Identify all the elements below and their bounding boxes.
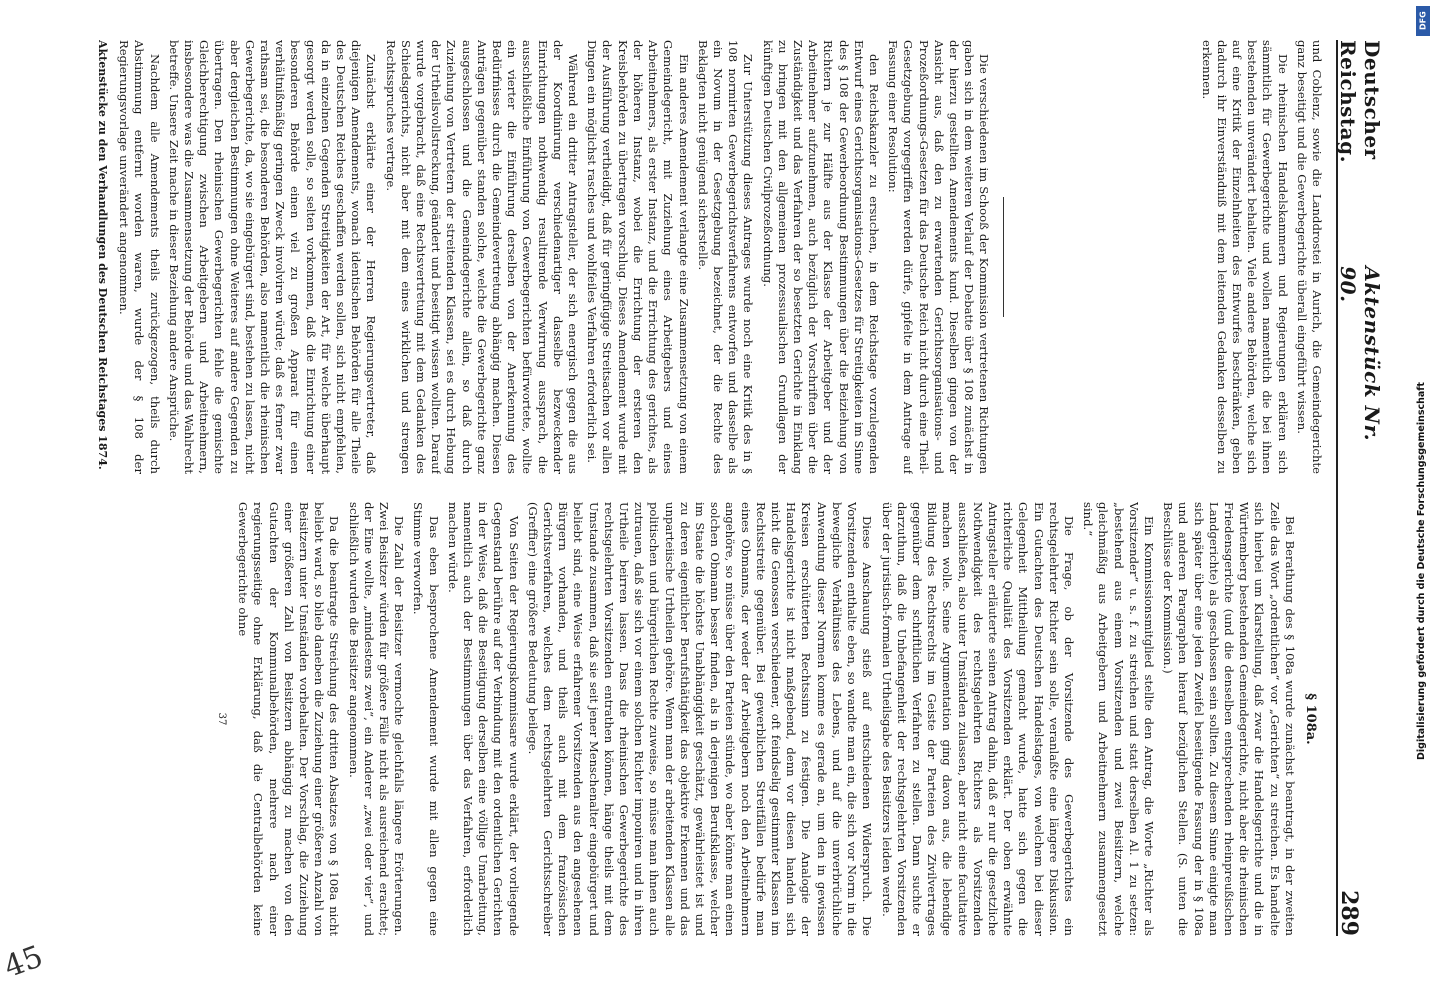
paragraph: Während ein dritter Antragsteller, der sich energisch gegen die aus der Koordinirung verschiedenartiger dasselbe bezweckender Einrichtungen nothwendig resultirende Verwirrung aussprach, die ausschließliche Einführung von Gewerbegerichten befürwortete, wollte ein vierter die Einführung derselben von der Anerkennung des Bedürfnisses durch die Gemeindevertretung abhängig machen. Diesen Anträgen gegenüber standen solche, welche die Gewerbegerichte ganz ausgeschlossen und die Gemeindegerichte allein, so daß durch Zuziehung von Vertretern der streitenden Klassen, sei es durch Hebung der Urtheilsvollstreckung, geändert und beseitigt wissen wollten. Darauf wurde vorgebracht, daß eine Rechtsvertretung mit dem Gedanken des Schiedsgerichts, nicht aber mit dem eines wirklichen und strengen Rechtsspruches vertrage. xyxy=(383,40,581,474)
paragraph: Ein Kommissionsmitglied stellte den Antrag, die Worte „Richter als Vorsitzender“ u. s. f. zu streichen und statt derselben Al. 1 zu setzen: „bestehend aus einem Vorsitzenden und zwei Beisitzern, welche gleichmäßig aus Arbeitgebern und Arbeitnehmern zusammengesetzt sind.“ xyxy=(1081,502,1156,936)
paragraph: den Reichskanzler zu ersuchen, in dem Reichstage vorzulegenden Entwurf eines Gerichtsorganisations-Gesetzes für Streitigkeiten im Sinne des § 108 der Gewerbeordnung Bestimmungen über die Beiziehung von Richtern je zur Hälfte aus der Klasse der Arbeitgeber und der Arbeitnehmer aufzunehmen, auch bezüglich der Vorschriften über die Zuständigkeit und das Verfahren der so besetzten Gerichte in Einklang zu bringen mit den allgemeinen prozessualischen Grundlagen der künftigen Deutschen Civilprozeßordnung. xyxy=(760,40,881,474)
left-column xyxy=(24,40,1324,474)
section-divider xyxy=(1003,197,1004,317)
paragraph: und Coblenz, sowie die Landdrostei in Aurich, die Gemeindegerichte ganz beseitigt und die Gewerbegerichte überall eingeführt wissen. xyxy=(1294,40,1324,474)
paragraph: Die rheinischen Handelskammern und Regierungen erklären sich sämmtlich für Gewerbegerichte und wollen namentlich die bei ihnen bestehenden unverändert behalten. Viele andere Behörden, welche sich auf eine Kritik der Einzelnheiten des Entwurfes beschränken, geben dadurch ihr Einverständniß mit dem leitenden Gedanken desselben zu erkennen. xyxy=(1199,40,1290,474)
digitization-credit xyxy=(1414,0,1432,1000)
paragraph: Bei Berathung des § 108a wurde zunächst beantragt, in der zweiten Zeile das Wort „ordentlichen“ vor „Gerichten“ zu streichen. Es handelte sich hierbei um Klarstellung, daß zwar die Handelsgerichte und die in Württemberg bestehenden Gemeindegerichte, nicht aber die rheinischen Friedensgerichte (und die denselben entsprechenden rheinpreußischen Landgerichte) als geschlossen sein sollten. Zu diesem Sinne einigte man sich später über eine jeden Zweifel beseitigende Fassung der in § 108a und anderen Paragraphen hierauf bezüglichen Stellen. (S. unten die Beschlüsse der Kommission.) xyxy=(1161,502,1297,936)
paragraph: Die verschiedenen im Schooß der Kommission vertretenen Richtungen gaben sich in dem weiteren Verlauf der Debatte über § 108 zunächst in der hierzu gestellten Amendements kund. Dieselben gingen von der Ansicht aus, daß den zu erwartenden Gerichtsorganisations- und Prozeßordnungs-Gesetzen für das Deutsche Reich nicht durch eine Theil-Gesetzgebung vorgegriffen werden dürfe, gipfelte in dem Antrage auf Fassung einer Resolution: xyxy=(886,40,992,474)
paragraph: Diese Anschauung stieß auf entschiedenen Widerspruch. Die Vorsitzenden enthalte eben, so wandte man ein, die sich vor Norm in die bewegliche Verhältnisse des Lebens, und auf die unverbrüchliche Anwendung dieser Normen komme es gerade an, um den in gewissen Kreisen erschütterten Rechtssinn zu festigen. Die Analogie der Handelsgerichte ist nicht maßgebend, denn vor diesen handeln sich nicht die Genossen verschiedener, oft feindselig gestimmter Klassen im Rechtsstreite gegenüber. Bei gewerblichen Streitfällen bedürfe man eines Obmanns, der weder der Arbeitgebern noch den Arbeitnehmern angehöre, so müsse über den Parteien stünde, wo aber könne man einen solchen Obmann besser finden, als in derjenigen Berufsklasse, welcher im Staate die höchste Unabhängigkeit geschätzt, gewährleistet ist und zu deren eigentlicher Berufsthätigkeit das objektive Erkennen und das unparteiische Urtheilen gehöre. Wenn man der arbeitenden Klassen alle politischen und bürgerlichen Rechte zuweise, so müsse man ihnen auch zutrauen, daß sie sich vor einem solchen Richter imponiren und in ihren Urtheile beirren lassen. Dass die rheinischen Gewerbegerichte des rechtsgelehrten Vorsitzenden entrathen können, hänge theils mit dem Umstande zusammen, daß sie seit jener Menschenalter eingebürgert und beliebt sind, eine Weise erfahrener Vorsitzenden aus den angesehenen Bürgern vorhanden, und theils auch mit dem französischen Gerichtsverfahren, welches dem rechtsgelehrten Gerichtsschreiber (Greffier) eine größere Bedeutung beilege. xyxy=(525,502,875,936)
paragraph: Die Zahl der Beisitzer vermochte gleichfalls längere Erörterungen. Zwei Beisitzer würden für größere Fälle nicht als ausreichend erachtet; der Eine wollte, „mindestens zwei“, ein Anderer „zwei oder vier“, und schließlich wurden die Beisitzer angenommen. xyxy=(346,502,407,936)
dfg-credit-text: Digitalisierung gefördert durch die Deutsche Forschungsgemeinschaft xyxy=(1416,382,1427,760)
paragraph: Nachdem alle Amendements theils zurückgezogen, theils durch Abstimmung entfernt worden waren, wurde der § 108 der Regierungsvorlage unverändert angenommen. xyxy=(117,40,162,474)
blank-space xyxy=(1014,40,1194,474)
signature-folio: 37 xyxy=(215,712,227,726)
paragraph: Ein anderes Amendement verlangte eine Zusammensetzung von einem Gemeindegericht, mit Zuziehung eines Arbeitgebers und eines Arbeitnehmers, als erster Instanz, und die Errichtung des gerichtes, als der höheren Instanz, wobei die Errichtung der ersteren den Kreisbehörden zu übertragen vorschlug. Dieses Amendement wurde mit der Ausführung vertheidigt, daß für geringfügige Streitsachen vor allen Dingen ein möglichst rasches und wohlfeiles Verfahren erforderlich sei. xyxy=(585,40,691,474)
handwritten-margin-mark: 45 xyxy=(0,939,48,986)
right-column xyxy=(24,502,1324,936)
dfg-logo: DFG xyxy=(1416,6,1430,36)
running-header-left xyxy=(1336,40,1384,488)
paragraph: Von Seiten der Regierungskommissare wurde erklärt, der vorliegende Gegenstand berühre auf der Verbindung mit den ordentlichen Gerichten in der Weise, daß die Beseitigung derselben eine völlige Umarbeitung, namentlich auch der Bestimmungen über das Verfahren, erforderlich machen würde. xyxy=(445,502,521,936)
paragraph: Das eben besprochene Amendement wurde mit allen gegen eine Stimme verworfen. xyxy=(411,502,441,936)
paragraph: Zunächst erklärte einer der Herren Regierungsvertreter, daß diejenigen Amendements, wonach identischen Behörden für alle Theile des Deutschen Reiches geschaffen werden sollen, sich nicht empfehlen, da in einzelnen Gegenden Streitigkeiten der Art, für welche überhaupt gesorgt werden solle, so selten vorkommen, daß die Einrichtung einer besonderen Behörde einen viel zu großen Apparat für einen verhältnißmäßig geringen Zweck involviren würde; daß es ferner zwar rathsam sei, die besonderen Behörden, also namentlich die rheinischen Gewerbegerichte, da, wo sie eingebürgert sind, bestehen zu lassen, nicht aber dergleichen Bestimmungen ohne Weiteres auf andere Gegenden zu übertragen. Den rheinischen Gewerbegerichten fehle die gemischte Gleichberechtigung zwischen Arbeitgebern und Arbeitnehmern, insbesondere was die Zusammensetzung der Behörde und das Wahlrecht betreffe. Unsere Zeit mache in dieser Beziehung andere Ansprüche. xyxy=(166,40,379,474)
attachment-number: Aktenstück Nr. 90. xyxy=(1336,266,1384,442)
running-header-right xyxy=(1336,488,1362,936)
paragraph: Da die beantragte Streichung des dritten Absatzes von § 108a nicht beliebt ward, so blieb daneben die Zuziehung einer größeren Anzahl von Beisitzern unter Umständen vorbehalten. Der Vorschlag, die Zuziehung einer größeren Zahl von Beisitzern abhängig zu machen von den Gutachten der Kommunalbehörden, mehrere nach einer regierungsseitige ohne Erklärung, daß die Centralbehörden keine Gewerbegerichte ohne xyxy=(236,502,342,936)
text-columns xyxy=(24,40,1324,936)
publication-title: Deutscher Reichstag. xyxy=(1336,40,1384,164)
paragraph: Zur Unterstützung dieses Antrages wurde noch eine Kritik des in § 108 normirten Gewerbegerichtsverfahrens entworfen und dasselbe als ein Novum in der Gesetzgebung bezeichnet, der die Rechte des Beklagten nicht genügend sicherstelle. xyxy=(695,40,756,474)
paragraph: Die Frage, ob der Vorsitzende des Gewerbegerichtes ein rechtsgelehrter Richter sein solle, veranlaßte eine längere Diskussion. Ein Gutachten des Deutschen Handelstages, von welchem bei dieser Gelegenheit Mittheilung gemacht wurde, hatte sich gegen die richterliche Qualität des Vorsitzenden erklärt. Der oben erwähnte Antragsteller erläuterte seinen Antrag dahin, daß er nur die gesetzliche Nothwendigkeit des rechtsgelehrten Richters als Vorsitzenden ausschließen, also unter Umständen zulassen, aber nicht eine facultative machen wolle. Seine Argumentation ging davon aus, die lebendige Bildung des Rechtsrechts im Geiste der Parteien des Zivilvertrages gegenüber dem schriftlichen Verfahren zu stellen. Dann suchte er darzuthun, daß die Unbefangenheit der rechtsgelehrten Vorsitzenden über der juristisch-formalen Urtheilsgabe des Beisitzers leiden werde. xyxy=(879,502,1076,936)
running-header xyxy=(1336,40,1384,936)
section-heading: § 108a. xyxy=(1303,693,1318,745)
page-number: 289 xyxy=(1336,890,1362,936)
footnote: Aktenstücke zu den Verhandlungen des Deutschen Reichstages 1874. xyxy=(96,40,109,470)
